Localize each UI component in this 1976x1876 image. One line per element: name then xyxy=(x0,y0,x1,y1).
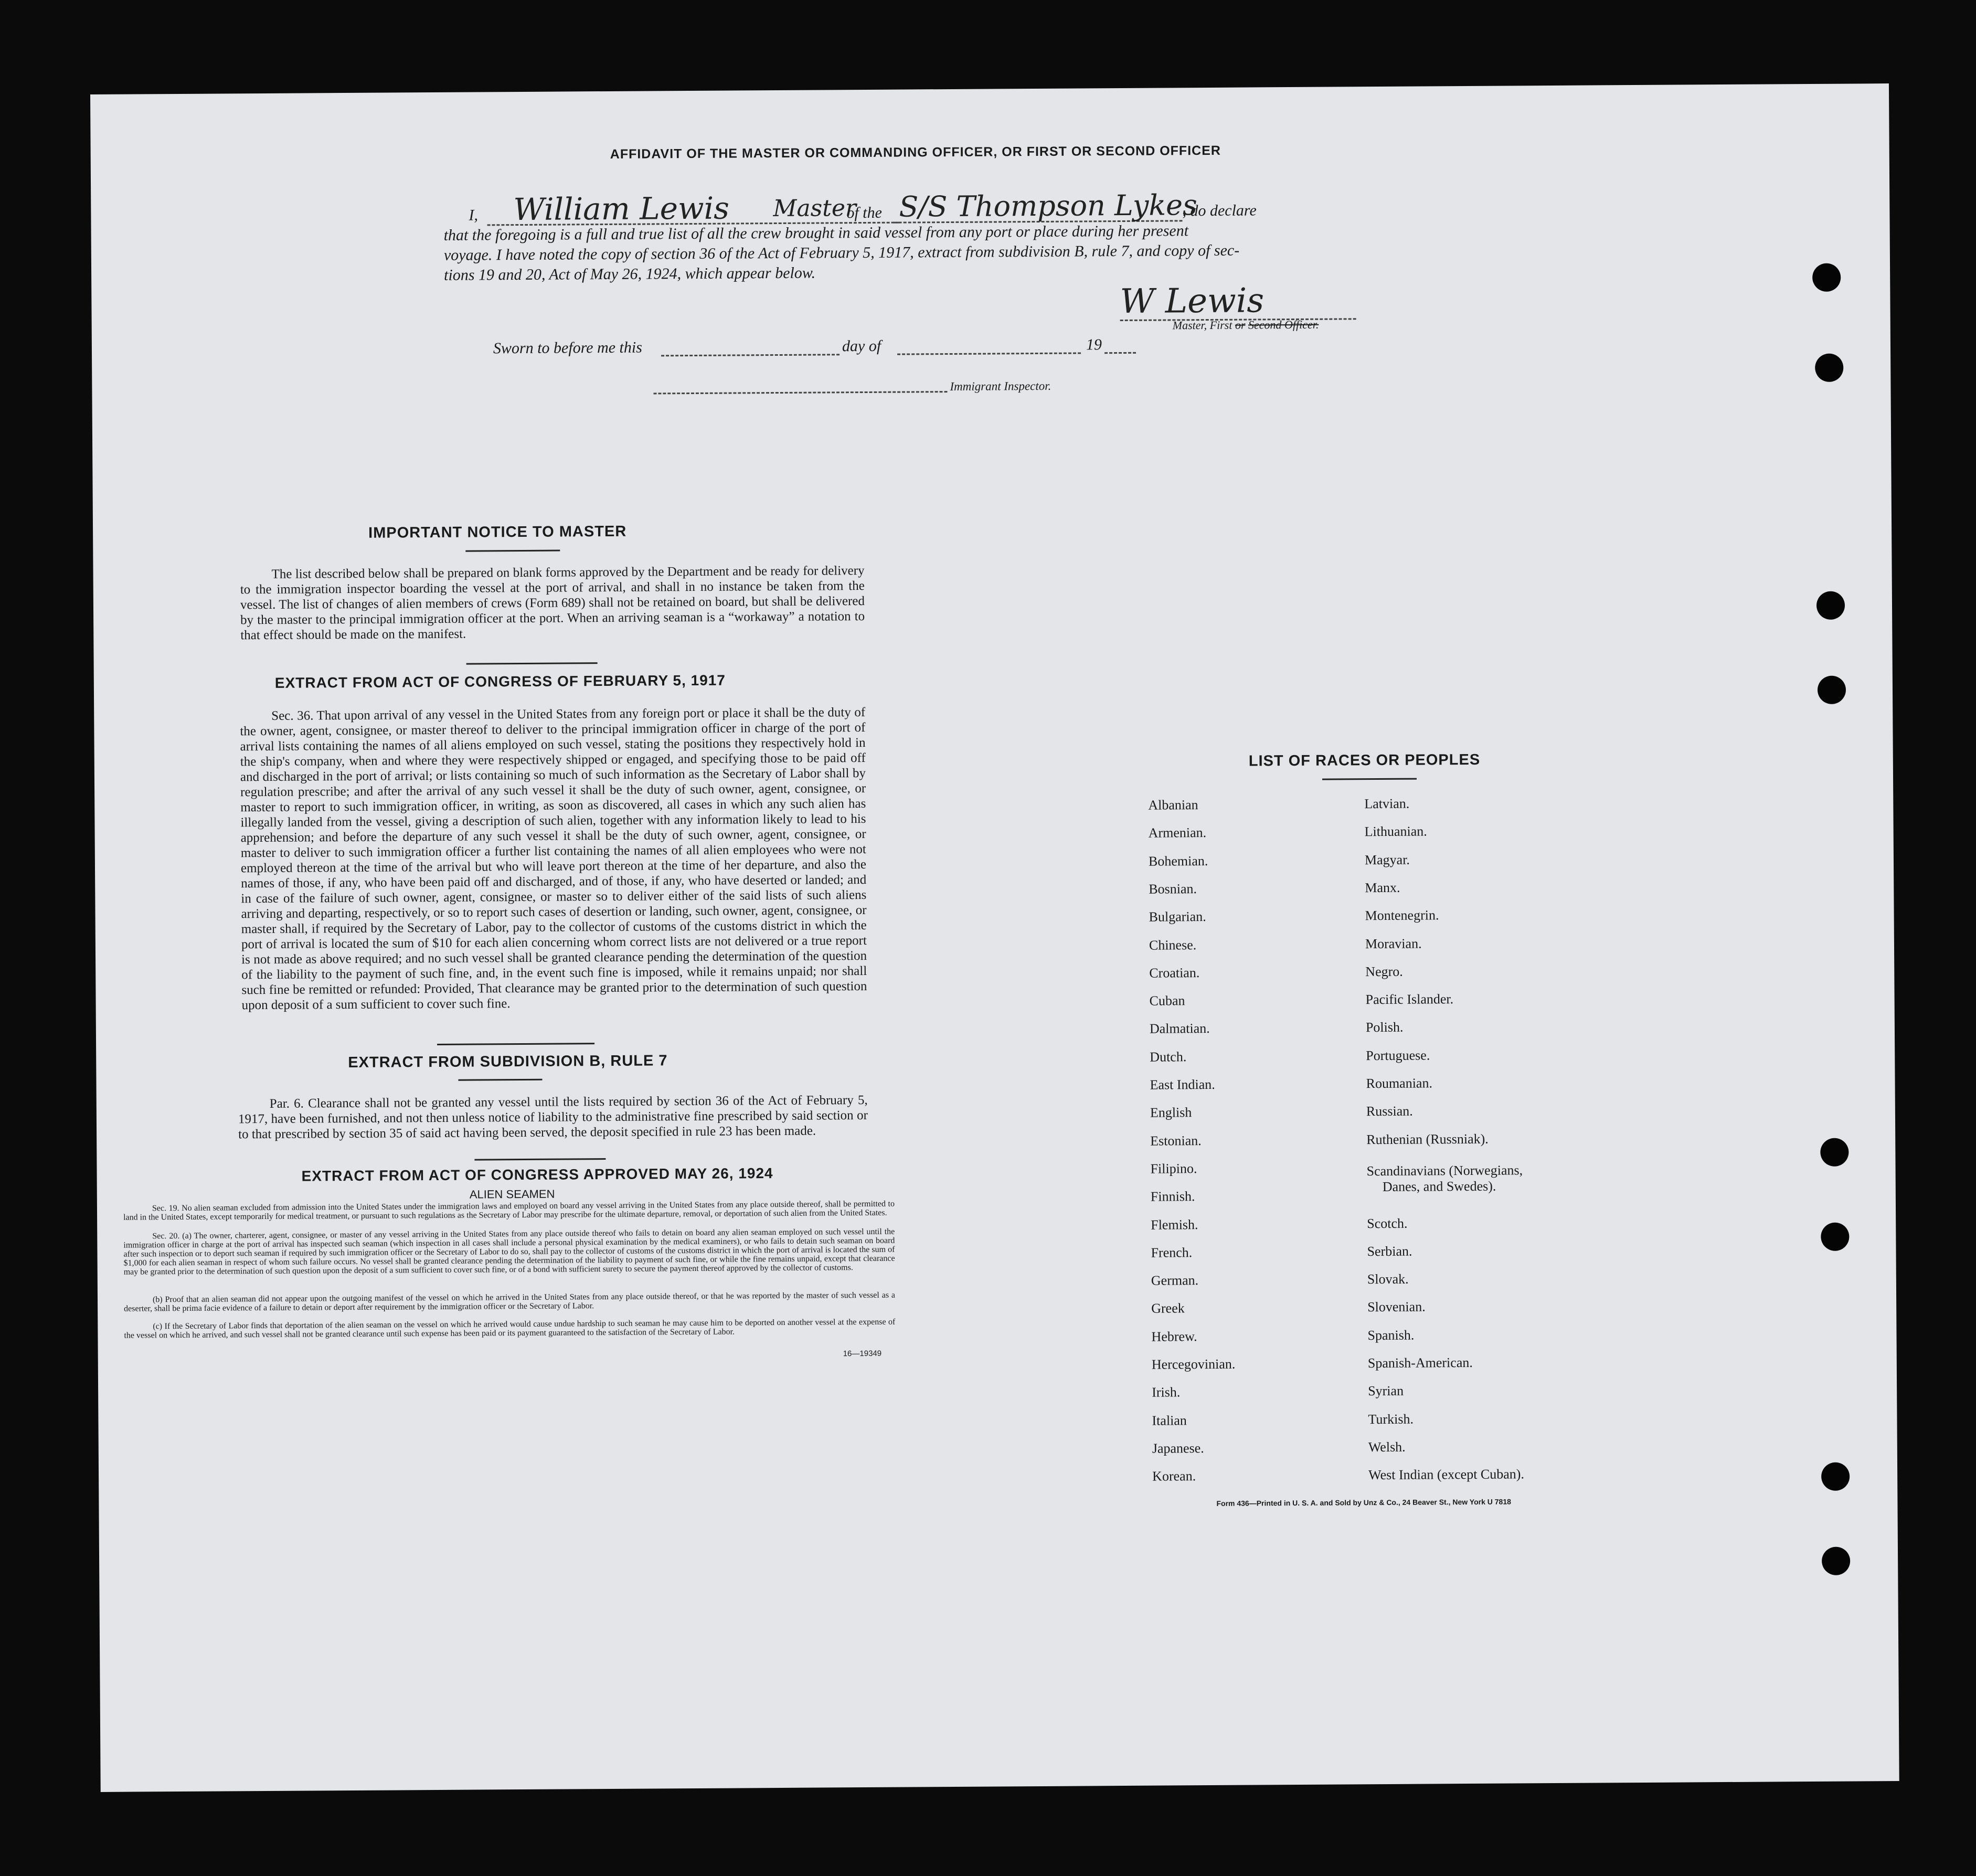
race-item: Cuban xyxy=(1149,993,1185,1009)
race-item: English xyxy=(1150,1105,1192,1120)
race-item: French. xyxy=(1151,1245,1193,1260)
affidavit-line-3: voyage. I have noted the copy of section 36 of the Act of February 5, 1917, extract from subdivision B, rule 7, and copy of sec- xyxy=(443,241,1240,264)
race-item: Lithuanian. xyxy=(1364,823,1427,840)
race-item: Negro. xyxy=(1365,963,1403,980)
race-item: Chinese. xyxy=(1149,937,1197,953)
race-item: Croatian. xyxy=(1149,965,1200,981)
race-item: Armenian. xyxy=(1148,825,1207,841)
race-item: Manx. xyxy=(1365,879,1400,896)
binder-hole xyxy=(1816,591,1845,620)
binder-hole xyxy=(1815,354,1843,382)
extract-1917-heading: EXTRACT FROM ACT OF CONGRESS OF FEBRUARY 5, 1917 xyxy=(274,672,726,691)
notice-body: The list described below shall be prepared on blank forms approved by the Department and be ready for delivery to the immigration inspector boarding the vessel at the port of arrival, and shall in no instance be taken from the vessel. The list of changes of alien members of crews (Form 689) shall not be retained on board, but shall be delivered by the master to the principal immigration officer at the port. When an arriving seaman is a “workaway” a notation to that effect should be made on the manifest. xyxy=(240,564,865,643)
race-item: Roumanian. xyxy=(1366,1075,1433,1091)
race-item: Flemish. xyxy=(1151,1217,1198,1233)
rank-handwritten: Master xyxy=(773,195,857,222)
signature-caption-or: or xyxy=(1235,318,1246,332)
rule7-body: Par. 6. Clearance shall not be granted any vessel until the lists required by section 36 of the Act of February 5, 1917, have been furnished, and not then unless notice of liability to the administrative fine prescribed by said section or to that prescribed by section 35 of said act having been served, the deposit specified in rule 23 has been made. xyxy=(238,1093,868,1142)
race-item: East Indian. xyxy=(1150,1076,1215,1093)
race-item: Welsh. xyxy=(1368,1439,1406,1455)
race-item: Montenegrin. xyxy=(1365,907,1439,924)
vessel-handwritten: S/S Thompson Lykes xyxy=(899,188,1197,224)
race-item: Finnish. xyxy=(1150,1189,1195,1204)
race-item: German. xyxy=(1151,1273,1199,1288)
binder-hole xyxy=(1820,1138,1848,1167)
race-item: Dutch. xyxy=(1150,1049,1187,1065)
of-the-text: of the xyxy=(846,204,883,222)
binder-hole xyxy=(1818,676,1846,704)
race-item: Italian xyxy=(1152,1413,1187,1428)
signature-caption-master: Master, xyxy=(1172,319,1207,332)
signature-caption xyxy=(1173,318,1319,333)
race-item: Albanian xyxy=(1148,797,1198,813)
race-item: Korean. xyxy=(1152,1468,1196,1484)
race-item: Turkish. xyxy=(1368,1411,1414,1427)
master-name-handwritten: William Lewis xyxy=(513,190,730,228)
race-item: Russian. xyxy=(1366,1103,1413,1119)
affidavit-title: AFFIDAVIT OF THE MASTER OR COMMANDING OFFICER, OR FIRST OR SECOND OFFICER xyxy=(610,143,1221,162)
race-item: Polish. xyxy=(1365,1019,1404,1035)
race-item: Moravian. xyxy=(1365,936,1422,952)
sec20c-text: (c) If the Secretary of Labor finds that deportation of the alien seaman on the vessel on which he arrived would cause undue hardship to such seaman he may cause him to be deported on another vessel at the expense of the vessel on which he arrived, and such vessel shall not be granted clearance until such expense has been paid or its payment guaranteed to the satisfaction of the Secretary of Labor. xyxy=(124,1317,896,1340)
race-item: Bulgarian. xyxy=(1149,909,1206,925)
binder-hole xyxy=(1821,1462,1850,1491)
race-item: Greek xyxy=(1151,1300,1185,1316)
race-item: Irish. xyxy=(1152,1384,1181,1400)
race-item: Syrian xyxy=(1368,1383,1404,1399)
binder-hole xyxy=(1821,1223,1849,1251)
printer-imprint: Form 436—Printed in U. S. A. and Sold by Unz & Co., 24 Beaver St., New York U 7818 xyxy=(1216,1497,1511,1508)
month-blank xyxy=(897,352,1081,355)
day-of-text: day of xyxy=(842,337,881,355)
binder-hole xyxy=(1812,263,1841,292)
year-blank xyxy=(1104,352,1136,354)
extract-1917-body: Sec. 36. That upon arrival of any vessel in the United States from any foreign port or place it shall be the duty of the owner, agent, consignee, or master thereof to deliver to the principal immigration officer in charge of the port of arrival lists containing the names of all aliens employed on such vessel, stating the positions they respectively hold in the ship's company, when and where they were respectively shipped or engaged, and specifying those to be paid off and discharged in the port of arrival; or lists containing so much of such information as the Secretary of Labor shall by regulation prescribe; and after the arrival of any such vessel it shall be the duty of such owner, agent, consignee, or master to report to such immigration officer, in writing, as soon as discovered, all cases in which any such alien has illegally landed from the vessel, giving a description of such alien, together with any information likely to lead to his apprehension; and before the departure of any such vessel it shall be the duty of such owner, agent, consignee, or master to deliver to such immigration officer a further list containing the names of all alien employees who were not employed thereon at the time of the arrival but who will leave port thereon at the time of her departure, and also the names of those, if any, who have been paid off and discharged, and of those, if any, who have deserted or landed; and in case of the failure of such owner, agent, consignee, or master so to deliver either of the said lists of such aliens arriving and departing, respectively, or so to report such cases of desertion or landing, such owner, agent, consignee, or master shall, if required by the Secretary of Labor, pay to the collector of customs of the customs district in which the port of arrival is located the sum of $10 for each alien concerning whom correct lists are not delivered or a true report is not made as above required; and no such vessel shall be granted clearance pending the determination of the question of the liability to the payment of such fine, and, in the event such fine is imposed, while it remains unpaid; nor shall such fine be remitted or refunded: Provided, That clearance may be granted prior to the determination of such question upon deposit of a sum sufficient to cover such fine. xyxy=(240,705,867,1013)
race-item: Bohemian. xyxy=(1148,853,1208,869)
day-blank xyxy=(661,354,840,356)
notice-heading: IMPORTANT NOTICE TO MASTER xyxy=(368,523,627,542)
race-item: Hercegovinian. xyxy=(1151,1356,1236,1372)
divider xyxy=(458,1079,542,1081)
inspector-blank xyxy=(653,391,947,394)
document-sheet xyxy=(90,83,1899,1792)
race-item: Filipino. xyxy=(1150,1161,1197,1177)
race-item: Bosnian. xyxy=(1149,881,1197,897)
race-item: Ruthenian (Russniak). xyxy=(1366,1131,1489,1148)
race-item: Portuguese. xyxy=(1366,1047,1430,1064)
race-item: Scotch. xyxy=(1367,1215,1408,1232)
master-signature: W Lewis xyxy=(1120,281,1265,322)
race-item: Latvian. xyxy=(1364,796,1410,812)
divider xyxy=(465,550,560,552)
race-item: Slovenian. xyxy=(1367,1299,1426,1315)
race-item: Hebrew. xyxy=(1151,1329,1197,1344)
extract-1924-subheading: ALIEN SEAMEN xyxy=(469,1187,555,1201)
divider xyxy=(1322,778,1417,780)
affidavit-pronoun: I, xyxy=(469,206,479,224)
inspector-caption: Immigrant Inspector. xyxy=(950,379,1051,394)
sworn-text: Sworn to before me this xyxy=(493,338,642,357)
extract-1924-heading: EXTRACT FROM ACT OF CONGRESS APPROVED MAY 26, 1924 xyxy=(301,1165,773,1184)
form-code: 16—19349 xyxy=(843,1349,882,1359)
race-item: Japanese. xyxy=(1152,1440,1204,1456)
race-item: Serbian. xyxy=(1367,1243,1412,1259)
sec20a-text: Sec. 20. (a) The owner, charterer, agent, consignee, or master of any vessel arriving in the United States from any place outside thereof who fails to detain on board any alien seaman employed on such vessel until the immigration officer in charge at the port of arrival has inspected such seaman (which inspection in all cases shall include a personal physical examination by the medical examiners), or who fails to detain such seaman on board after such inspection or to deport such seaman if required by such immigration officer or the Secretary of Labor to do so, shall pay to the collector of customs of the customs district in which the port of arrival is located the sum of $1,000 for each alien seaman in respect of whom such failure occurs. No vessel shall be granted clearance pending the determination of the liability to payment of such fine, or while the fine remains unpaid, except that clearance may be granted prior to the determination of such question upon the deposit of a sum sufficient to cover such fine, or of a bond with sufficient surety to secure the payment thereof approved by the collector of customs. xyxy=(123,1227,895,1277)
divider xyxy=(474,1158,605,1161)
affidavit-line-4: tions 19 and 20, Act of May 26, 1924, which appear below. xyxy=(444,264,816,284)
sec19-text: Sec. 19. No alien seaman excluded from admission into the United States under the immigration laws and employed on board any vessel arriving in the United States from any place outside thereof, shall be permitted to land in the United States, except temporarily for medical treatment, or pursuant to such regulations as the Secretary of Labor may prescribe for the ultimate departure, removal, or deportation of such alien from the United States. xyxy=(123,1199,895,1222)
divider xyxy=(466,662,598,665)
sec20b-text: (b) Proof that an alien seaman did not appear upon the outgoing manifest of the vessel on which he arrived in the United States from any place outside thereof, or that he was reported by the master of such vessel as a deserter, shall be prima facie evidence of a failure to detain or deport after requirement by the immigration officer or the Secretary of Labor. xyxy=(124,1290,896,1313)
race-item: Scandinavians (Norwegians, xyxy=(1366,1162,1523,1179)
race-item: Spanish. xyxy=(1367,1327,1415,1343)
divider xyxy=(437,1043,594,1045)
race-item: West Indian (except Cuban). xyxy=(1368,1466,1525,1483)
race-item: Slovak. xyxy=(1367,1271,1409,1287)
race-item: Estonian. xyxy=(1150,1133,1202,1149)
race-item: Spanish-American. xyxy=(1367,1354,1473,1371)
races-heading: LIST OF RACES OR PEOPLES xyxy=(1248,751,1481,770)
race-item: Pacific Islander. xyxy=(1365,991,1454,1008)
binder-hole xyxy=(1822,1547,1850,1575)
rule7-heading: EXTRACT FROM SUBDIVISION B, RULE 7 xyxy=(348,1052,668,1072)
year-prefix: 19 xyxy=(1086,336,1102,354)
race-item: Danes, and Swedes). xyxy=(1382,1178,1496,1194)
signature-caption-second: Second Officer. xyxy=(1248,317,1319,332)
affidavit-line-2: that the foregoing is a full and true list of all the crew brought in said vessel from any port or place during her present xyxy=(443,222,1189,244)
signature-caption-first: First xyxy=(1209,318,1233,332)
do-declare-text: , do declare xyxy=(1182,202,1257,220)
race-item: Magyar. xyxy=(1364,852,1410,868)
race-item: Dalmatian. xyxy=(1149,1020,1210,1036)
